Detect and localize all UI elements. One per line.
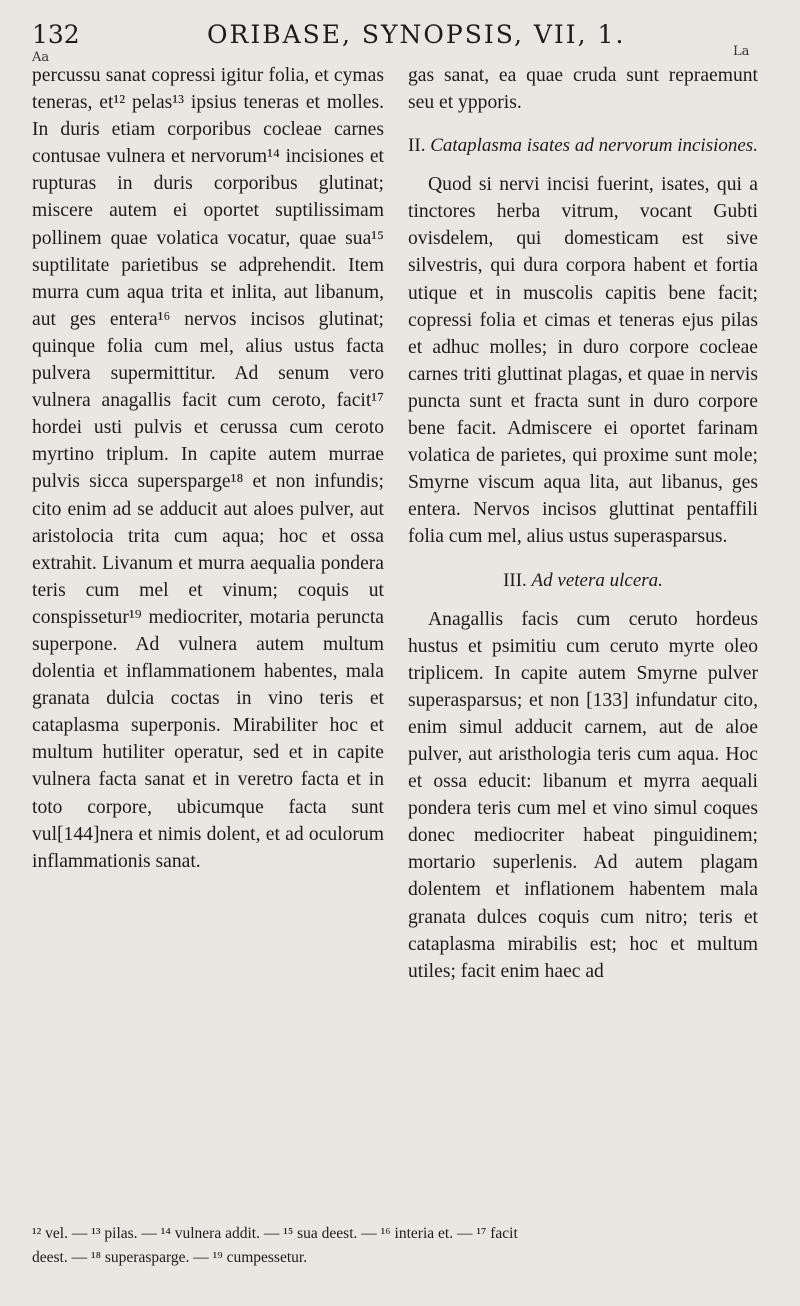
right-column	[408, 62, 758, 985]
right-intro-paragraph: gas sanat, ea quae cruda sunt repraemunt seu et ypporis.	[408, 65, 758, 114]
section-title: Cataplasma isates ad nervorum incisiones.	[430, 135, 758, 157]
footnote-line: deest. — ¹⁸ superasparge. — ¹⁹ cumpessetur.	[32, 1249, 308, 1266]
running-title: ORIBASE, SYNOPSIS, VII, 1.	[207, 20, 626, 49]
right-column-marker: La	[733, 44, 750, 59]
footnotes	[32, 1222, 762, 1270]
footnote-line: ¹² vel. — ¹³ pilas. — ¹⁴ vulnera addit. — ¹⁵ sua deest. — ¹⁶ interia et. — ¹⁷ facit	[32, 1225, 518, 1242]
section-heading-ii	[408, 132, 758, 159]
section-text-iii: Anagallis facis cum ceruto hordeus hustus et psimitiu cum ceruto myrte oleo triplicem. In capite autem Smyrne pulver superasparsus; et non [133] infundatur cito, enim simul adducit carnem, aut de aloe pulver, aut aristhologia teris cum aqua. Hoc et ossa educit: libanum et myrra aequali pondera teris cum mel et vino simul coques donec mediocriter habeat pinguidinem; mortario superlenis. Ad autem plagam dolentem et inflationem habentem mala granata dulces coquis cum nitro; teris et cataplasma mirabilis est; hoc et multum utiles; facit enim haec ad	[408, 608, 758, 982]
section-numeral: III.	[503, 569, 527, 591]
page-number: 132	[32, 20, 80, 49]
section-text-ii: Quod si nervi incisi fuerint, isates, qui a tinctores herba vitrum, vocant Gubti ovisdelem, qui domesticam est sive silvestris, qui dura corpora habent et fortia utique et in muscolis capitis bene facit; copressi folia et cimas et teneras ejus pilas et adhuc molles; in duro corpore cocleae carnes triti gluttinat plagas, et quae in nervis puncta sunt et fracta sunt in duro corpore bene facit. Admiscere ei oportet farinam volatica de parietes, qui proxime sunt mole; Smyrne viscum aqua lita, aut libanus, ges entera. Nervos incisos gluttinat pentaffili folia cum mel, alius ustus superasparsus.	[408, 174, 758, 548]
left-paragraph: percussu sanat copressi igitur folia, et cymas teneras, et¹² pelas¹³ ipsius teneras et molles. In duris etiam corporibus cocleae carnes contusae vulnera et nervorum¹⁴ incisiones et rupturas in duris corporibus glutinat; miscere autem ei oportet suptilissimam pollinem quae volatica vocatur, quae sua¹⁵ suptilitate parietibus se adprehendit. Item murra cum aqua trita et inlita, aut libanum, aut ges entera¹⁶ nervos incisos glutinat; quinque folia cum mel, alius ustus facta pulvera supermittitur. Ad senum vero vulnera anagallis facit cum ceroto, facit¹⁷ hordei usti pulvis et cerussa cum ceroto myrtino triplum. In capite autem murrae pulvis sicca supersparge¹⁸ et non infundis; cito enim ad se adducit aut aloes pulver, aut aristolocia trita cum aqua; hoc et ossa extrahit. Livanum et murra aequalia pondera teris cum mel et vinum; coquis ut conspissetur¹⁹ mediocriter, motaria peruncta superpone. Ad vulnera autem multum dolentia et inflammationem habentes, mala granata dulcia coctas in vino teris et cataplasma superponis. Mirabiliter hoc et multum hutiliter operatur, sed et in capite vulnera facta sanat et in veretro facta et in toto corpore, ubicumque facta sunt vul[144]nera et nimis dolent, et ad oculorum inflammationis sanat.	[32, 65, 384, 872]
section-title: Ad vetera ulcera.	[531, 569, 663, 591]
left-column-marker: Aa	[32, 50, 50, 65]
left-column	[32, 62, 384, 875]
section-numeral: II.	[408, 135, 426, 157]
page-header	[32, 18, 772, 58]
section-heading-iii	[408, 567, 758, 594]
